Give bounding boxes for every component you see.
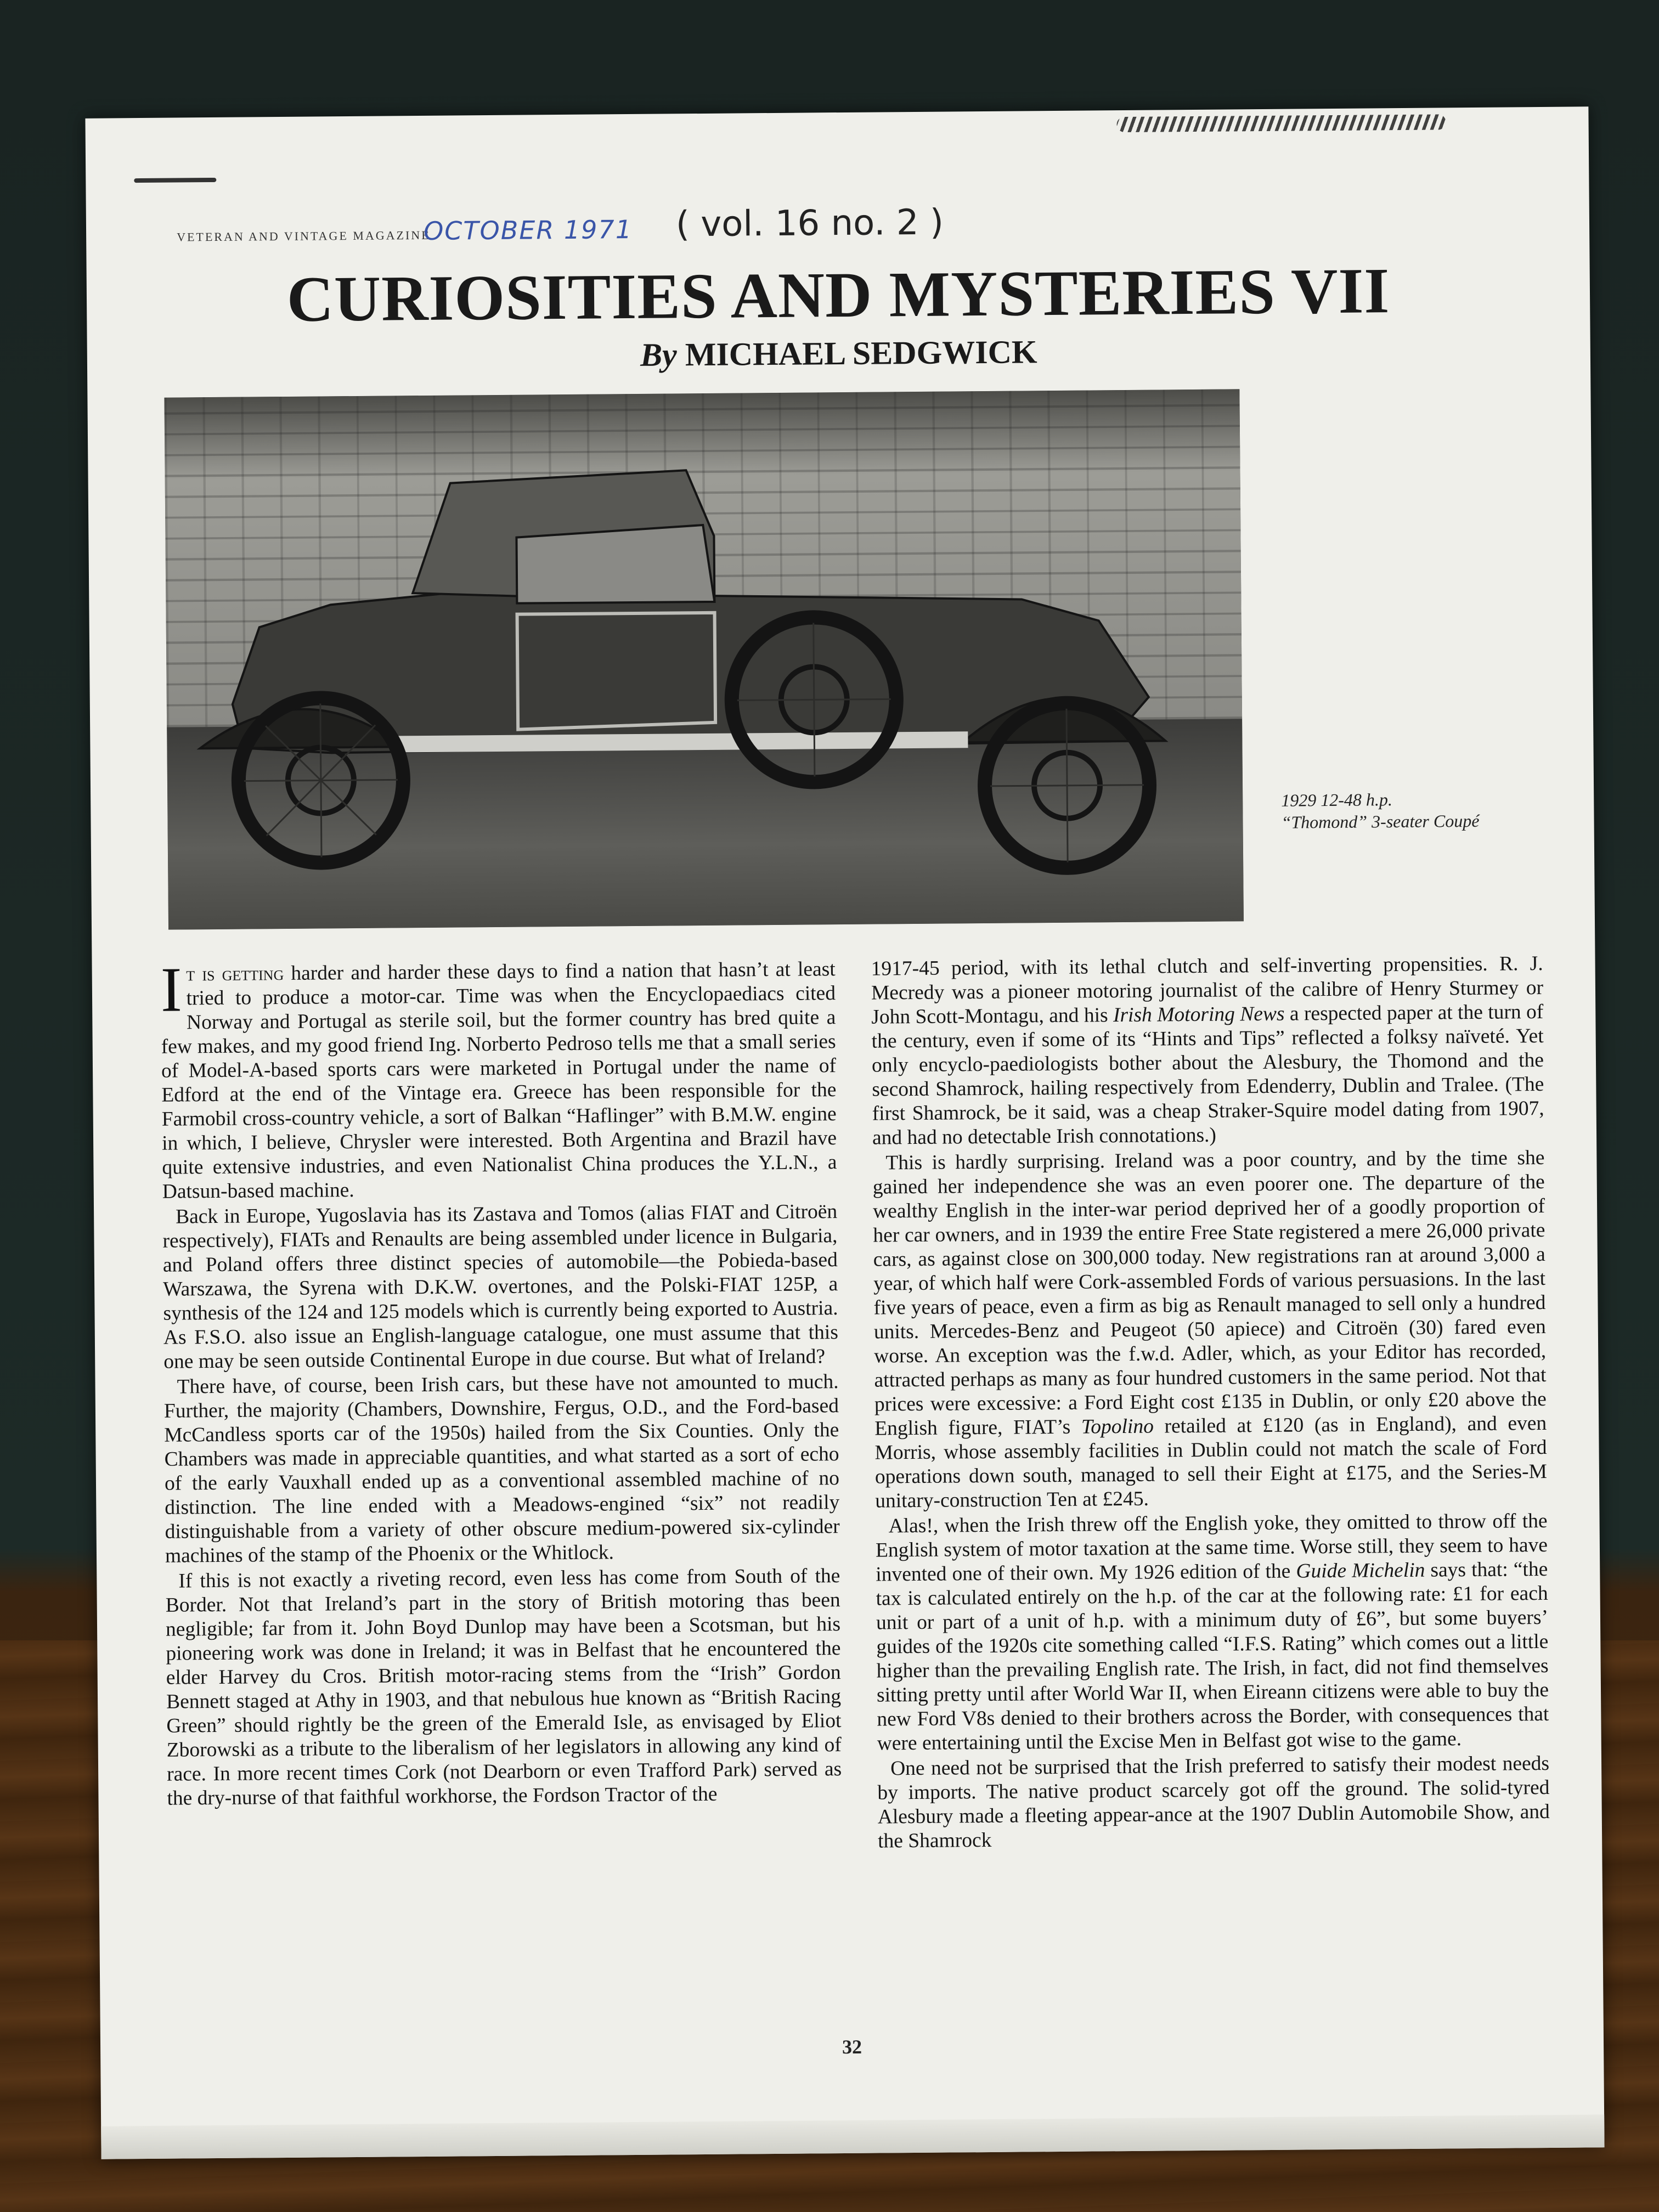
magazine-name: VETERAN AND VINTAGE MAGAZINE	[177, 228, 431, 244]
right-column	[871, 952, 1550, 1855]
paragraph-text: 1917-45 period, with its lethal clutch and self-inverting propensities. R. J. Mecredy was a pioneer motoring journalist of the calibre of Henry Sturmey or John Scott-Montagu, and his	[871, 952, 1544, 1029]
handwritten-date: OCTOBER 1971	[423, 214, 633, 246]
handwritten-volume: ( vol. 16 no. 2 )	[675, 202, 944, 245]
paragraph: If this is not exactly a riveting record, even less has come from South of the Border. Not that Ireland’s part in the story of British motoring thas been negligible; far from it. John Boyd Dunlop may have been a Scotsman, but his pioneering work was done in Ireland; it was in Belfast that he encountered the elder Harvey du Cros. British motor-racing stems from the “Irish” Gordon Bennett staged at Athy in 1903, and that nebulous hue known as “British Racing Green” should rightly be the green of the Emerald Isle, as envisaged by Eliot Zborowski as a tribute to the liberalism of her legislators in allowing any kind of race. In more recent times Cork (not Dearborn or even Trafford Park) served as the dry-nurse of that faithful workhorse, the Fordson Tractor of the	[165, 1565, 842, 1810]
car-model-name: Topolino	[1081, 1415, 1154, 1438]
paragraph-text: This is hardly surprising. Ireland was a poor country, and by the time she gained her independence she was an even poorer one. The departure of the wealthy English in the inter-war period deprived her of a goodly proportion of her car owners, and in 1939 the entire Free State registered a mere 26,000 private cars, as against close on 300,000 today. New registrations ran at around 3,000 a year, of which half were Cork-assembled Fords of various persuasions. In the last five years of peace, even a firm as big as Renault managed to sell only a hundred units. Mercedes-Benz and Peugeot (50 apiece) and Citroën (30) fared even worse. An exception was the f.w.d. Adler, which, as your Editor has recorded, attracted perhaps as many as four hundred customers in the same period. Not that prices were excessive: a Ford Eight cost £135 in Dublin, or only £20 above the English figure, FIAT’s	[872, 1146, 1547, 1440]
drop-cap: I	[160, 955, 183, 1025]
author-name: MICHAEL SEDGWICK	[685, 334, 1037, 373]
byline-prefix: By	[640, 336, 678, 373]
caption-line-2: “Thomond” 3-seater Coupé	[1281, 810, 1480, 832]
pen-mark	[134, 178, 216, 183]
paragraph-text: a respected paper at the turn of the century, even if some of its “Hints and Tips” reflected a folksy naïveté. Yet only encyclo-paediologists bother about the Alesbury, the Thomond and the second Shamrock, hailing respectively from Edenderry, Dublin and Tralee. (The first Shamrock, be it said, was a cheap Straker-Squire model dating from 1907, and had no detectable Irish connotations.)	[871, 1000, 1544, 1149]
paragraph-text: says that: “the tax is calculated entirely on the h.p. of the car at the following rate: £1 for each unit or part of a unit of h.p. with a minimum duty of £6”, but some buyers’ guides of the 1920s cite something called “I.F.S. Rating” which comes out a little higher than the prevailing English rate. The Irish, in fact, did not find themselves sitting pretty until after World War II, when Eireann citizens were able to buy the new Ford V8s denied to their brothers across the Border, with consequences that were entertaining until the Excise Men in Belfast got wise to the game.	[876, 1558, 1549, 1755]
car-illustration	[164, 389, 1244, 929]
paragraph	[161, 957, 837, 1204]
paragraph: One need not be surprised that the Irish preferred to satisfy their modest needs by imports. The native product scarcely got off the ground. The solid-tyred Alesbury made a fleeting appear-ance at the 1907 Dublin Automobile Show, and the Shamrock	[877, 1752, 1550, 1853]
page-number: 32	[842, 2035, 862, 2058]
magazine-page	[85, 106, 1604, 2159]
paragraph-text: retailed at £120 (as in England), and even Morris, whose assembly facilities in Dublin could not match the scale of Ford operations down south, managed to sell their Eight at £175, and the Series-M unitary-construction Ten at £245.	[874, 1412, 1548, 1513]
publication-title: Guide Michelin	[1296, 1559, 1425, 1583]
paragraph-text: Alas!, when the Irish threw off the English yoke, they omitted to throw off the English system of motor taxation at the same time. Worse still, they seem to have invented one of their own. My 1926 edition of the	[875, 1509, 1548, 1586]
caption-line-1: 1929 12-48 h.p.	[1281, 789, 1393, 810]
lead-in: t is getting	[186, 962, 284, 986]
paragraph-text: harder and harder these days to find a nation that hasn’t at least tried to produce a motor-car. Time was when the Encyclopaediacs cited Norway and Portugal as sterile soil, but the former country has bred quite a few makes, and my good friend Ing. Norberto Pedroso tells me that a small series of Model-A-based sports cars were marketed in Portugal under the name of Edford at the end of the Vintage era. Greece has been responsible for the Farmobil cross-country vehicle, a sort of Balkan “Haflinger” with B.M.W. engine in which, I believe, Chrysler were interested. Both Argentina and Brazil have quite extensive industries, and even Nationalist China produces the Y.L.N., a Datsun-based machine.	[161, 958, 837, 1203]
publication-title: Irish Motoring News	[1113, 1002, 1285, 1027]
photo-caption	[1281, 787, 1567, 833]
paragraph: Back in Europe, Yugoslavia has its Zastava and Tomos (alias FIAT and Citroën respectively), FIATs and Renaults are being assembled under licence in Bulgaria, and Poland offers three distinct species of automobile—the Pobieda-based Warszawa, the Syrena with D.K.W. overtones, and the Polski-FIAT 125P, a synthesis of the 124 and 125 models which is currently being exported to Austria. As F.S.O. also issue an English-language catalogue, one must assume that this one may be seen outside Continental Europe in due course. But what of Ireland?	[162, 1200, 839, 1373]
paragraph	[875, 1509, 1549, 1756]
scribbled-out-note	[1116, 114, 1446, 132]
article-title: CURIOSITIES AND MYSTERIES VII	[286, 255, 1390, 335]
paragraph	[872, 1146, 1547, 1514]
left-column	[161, 957, 842, 1812]
page-header	[177, 202, 945, 263]
paragraph: There have, of course, been Irish cars, but these have not amounted to much. Further, the majority (Chambers, Downshire, Fergus, O.D., and the Ford-based McCandless sports car of the 1950s) hailed from the Six Counties. Only the Chambers was made in appreciable quantities, and what started as a sort of echo of the early Vauxhall ended up as a conventional assembled machine of no distinction. The line ended with a Meadows-engined “six” not readily distinguishable from a variety of other obscure medium-powered six-cylinder machines of the stamp of the Phoenix or the Whitlock.	[163, 1370, 840, 1567]
paragraph	[871, 952, 1544, 1150]
vintage-car-photo	[164, 389, 1244, 929]
